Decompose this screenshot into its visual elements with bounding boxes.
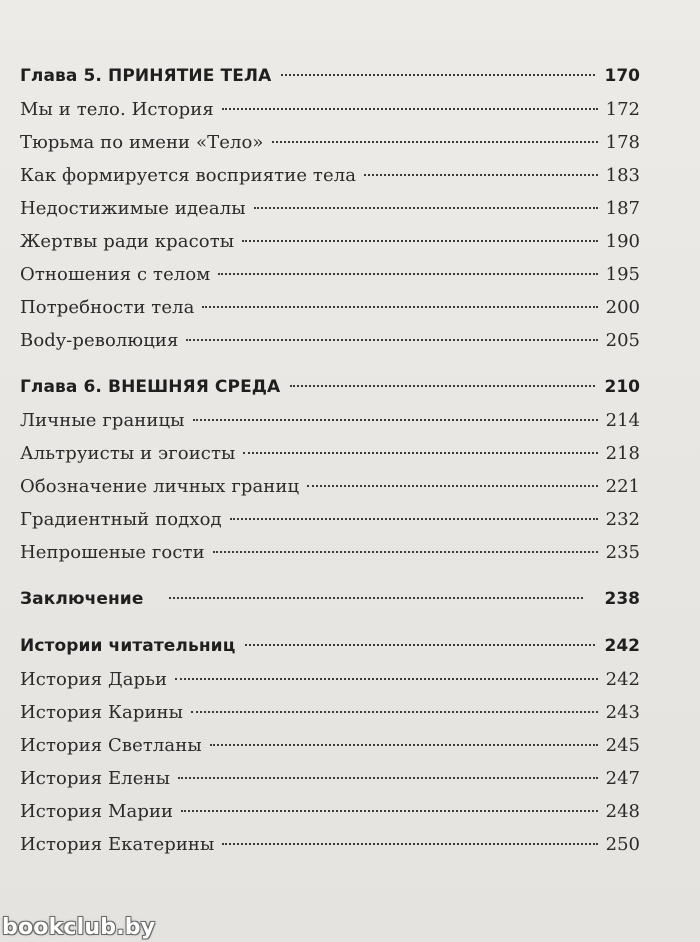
toc-entry-title: Градиентный подход <box>20 509 222 530</box>
toc-section-chapter5 <box>20 60 640 357</box>
dot-leader <box>181 809 597 812</box>
toc-entry-page: 221 <box>605 476 640 497</box>
dot-leader <box>272 140 598 143</box>
toc-heading-page: 170 <box>604 66 640 86</box>
watermark: bookclub.by <box>2 915 156 940</box>
toc-entry <box>20 404 640 437</box>
toc-entry-page: 235 <box>605 542 640 563</box>
toc-entry <box>20 437 640 470</box>
toc-entry-title: История Дарьи <box>20 669 168 690</box>
toc-entry <box>20 729 640 762</box>
toc-entry-page: 243 <box>605 702 640 723</box>
toc-entry-page: 242 <box>605 669 640 690</box>
toc-entry-page: 247 <box>605 768 640 789</box>
toc-entry <box>20 503 640 536</box>
dot-leader <box>169 596 582 599</box>
toc-entry <box>20 258 640 291</box>
toc-entry-page: 248 <box>605 801 640 822</box>
toc-entry <box>20 536 640 569</box>
toc-entry-page: 172 <box>605 99 640 120</box>
toc-entry-title: Личные границы <box>20 410 185 431</box>
toc-entry-title: Обозначение личных границ <box>20 476 300 497</box>
dot-leader <box>210 743 598 746</box>
toc-entry-page: 187 <box>605 198 640 219</box>
toc-entry-title: История Елены <box>20 768 171 789</box>
toc-entry <box>20 762 640 795</box>
toc-heading-page: 210 <box>604 377 640 397</box>
dot-leader <box>193 418 598 421</box>
toc-entry-title: Body-революция <box>20 330 179 351</box>
toc-section-chapter6 <box>20 371 640 569</box>
toc-entry-page: 200 <box>605 297 640 318</box>
dot-leader <box>230 517 598 520</box>
dot-leader <box>218 272 597 275</box>
toc-entry <box>20 126 640 159</box>
dot-leader <box>222 842 597 845</box>
toc-entry <box>20 192 640 225</box>
dot-leader <box>202 305 597 308</box>
toc-entry-page: 218 <box>605 443 640 464</box>
toc-entry-page: 183 <box>605 165 640 186</box>
toc-entry-title: Непрошеные гости <box>20 542 205 563</box>
toc-section-conclusion <box>20 583 640 616</box>
toc-entry-title: История Светланы <box>20 735 202 756</box>
toc-entry-title: Потребности тела <box>20 297 195 318</box>
toc-entry <box>20 828 640 861</box>
toc-entry <box>20 225 640 258</box>
toc-heading-title: Глава 5. ПРИНЯТИЕ ТЕЛА <box>20 66 272 86</box>
dot-leader <box>222 107 598 110</box>
toc-heading-page: 242 <box>604 636 640 656</box>
dot-leader <box>175 677 597 680</box>
dot-leader <box>290 384 594 387</box>
toc-entry-page: 232 <box>605 509 640 530</box>
toc-entry <box>20 159 640 192</box>
toc-heading-title: Заключение <box>20 589 144 609</box>
dot-leader <box>213 550 598 553</box>
toc-heading-stories <box>20 630 640 663</box>
dot-leader <box>178 776 598 779</box>
toc-entry-page: 245 <box>605 735 640 756</box>
dot-leader <box>186 338 597 341</box>
toc-entry <box>20 291 640 324</box>
toc-entry-page: 178 <box>605 132 640 153</box>
toc-entry-title: Отношения с телом <box>20 264 211 285</box>
toc-entry-page: 205 <box>605 330 640 351</box>
dot-leader <box>364 173 598 176</box>
toc-section-stories <box>20 630 640 861</box>
toc-entry-title: Мы и тело. История <box>20 99 214 120</box>
dot-leader <box>191 710 598 713</box>
toc-heading-page: 238 <box>604 589 640 609</box>
toc-entry-title: История Карины <box>20 702 184 723</box>
dot-leader <box>254 206 598 209</box>
table-of-contents <box>20 60 640 861</box>
toc-heading-conclusion <box>20 583 640 616</box>
dot-leader <box>243 451 597 454</box>
toc-heading-title: Глава 6. ВНЕШНЯЯ СРЕДА <box>20 377 281 397</box>
toc-entry-title: Тюрьма по имени «Тело» <box>20 132 264 153</box>
toc-entry-page: 250 <box>605 834 640 855</box>
dot-leader <box>245 643 594 646</box>
dot-leader <box>281 73 594 76</box>
dot-leader <box>242 239 597 242</box>
toc-entry <box>20 93 640 126</box>
dot-leader <box>307 484 597 487</box>
toc-entry <box>20 324 640 357</box>
toc-heading-title: Истории читательниц <box>20 636 236 656</box>
toc-entry <box>20 470 640 503</box>
toc-entry <box>20 795 640 828</box>
toc-entry <box>20 696 640 729</box>
toc-entry-page: 214 <box>605 410 640 431</box>
toc-entry-title: История Марии <box>20 801 174 822</box>
toc-entry-title: История Екатерины <box>20 834 215 855</box>
toc-entry-page: 190 <box>605 231 640 252</box>
toc-entry-title: Жертвы ради красоты <box>20 231 235 252</box>
toc-heading-chapter6 <box>20 371 640 404</box>
toc-entry-page: 195 <box>605 264 640 285</box>
toc-entry <box>20 663 640 696</box>
toc-entry-title: Альтруисты и эгоисты <box>20 443 236 464</box>
toc-entry-title: Как формируется восприятие тела <box>20 165 357 186</box>
toc-heading-chapter5 <box>20 60 640 93</box>
toc-entry-title: Недостижимые идеалы <box>20 198 246 219</box>
